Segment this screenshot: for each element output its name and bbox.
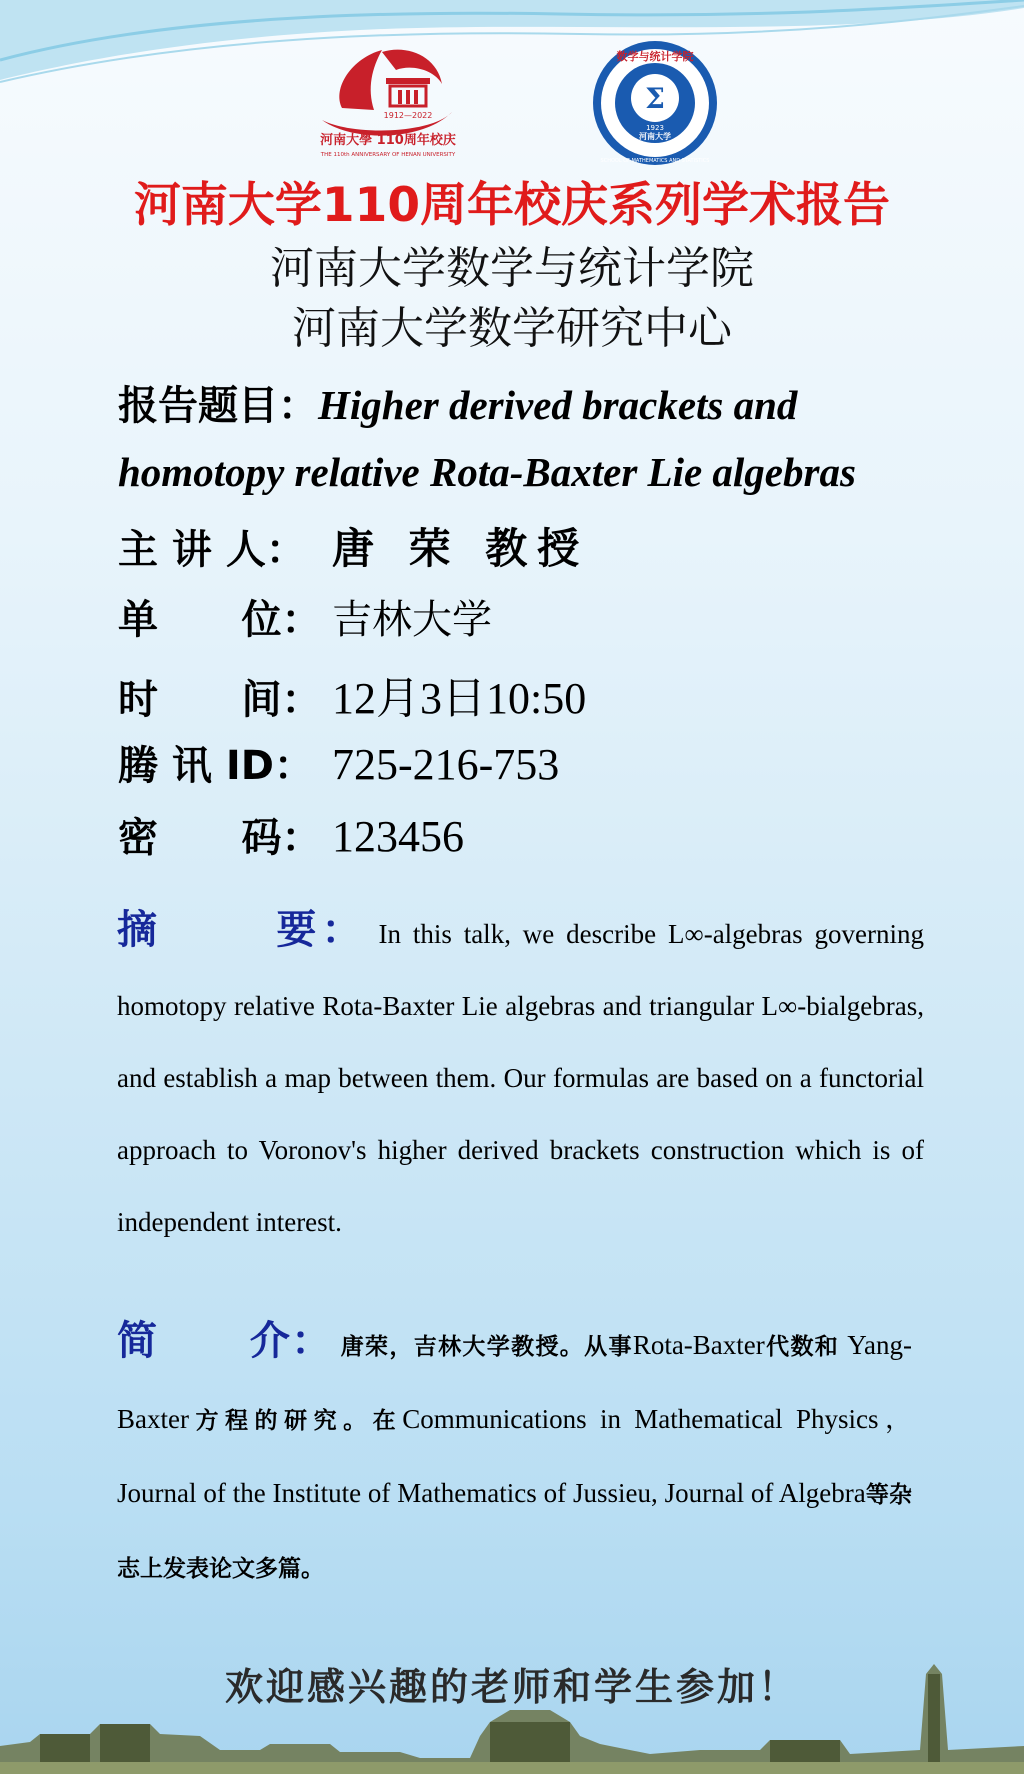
abstract-label: 摘 要： bbox=[117, 907, 367, 953]
bio-text-1: 唐荣，吉林大学教授。从事 bbox=[340, 1333, 633, 1360]
bio-text-6: Communications in Mathematical Physics，Journal of the Institute of Mathematics of Jussieu, Journal of Algebra bbox=[117, 1404, 913, 1508]
bio-text-4: Yang-Baxter bbox=[117, 1330, 913, 1434]
speaker-label: 主 讲 人： bbox=[118, 527, 306, 573]
event-series-title: 河南大学110周年校庆系列学术报告 bbox=[133, 178, 891, 233]
bio-text-7: 等杂志上发表论文多篇。 bbox=[117, 1481, 912, 1582]
organizer-center: 河南大学数学研究中心 bbox=[292, 303, 732, 354]
anniversary-logo-text: 河南大學 110周年校庆 bbox=[320, 133, 456, 148]
bio-label: 简 介： bbox=[117, 1318, 333, 1364]
school-logo-cn: 数学与统计学院 bbox=[616, 50, 694, 63]
tencent-id-row bbox=[118, 734, 559, 791]
campus-skyline-decoration bbox=[0, 1654, 1024, 1774]
talk-title-label: 报告题目： bbox=[118, 383, 318, 429]
time-value: 12月3日10:50 bbox=[332, 674, 587, 723]
school-of-math-logo bbox=[590, 38, 720, 168]
talk-title-row bbox=[118, 374, 797, 431]
anniversary-logo bbox=[312, 38, 462, 160]
welcome-message: 欢迎感兴趣的老师和学生参加！ bbox=[224, 1664, 799, 1709]
anniversary-years: 1912—2022 bbox=[383, 111, 433, 120]
password-label: 密 码： bbox=[118, 815, 322, 861]
school-logo-en: SCHOOL OF MATHEMATICS AND STATISTICS bbox=[600, 158, 710, 164]
password-value: 123456 bbox=[332, 812, 464, 861]
svg-text:Σ: Σ bbox=[645, 82, 665, 115]
tencent-id-label: 腾 讯 ID： bbox=[118, 743, 314, 789]
bio-text-5: 方程的研究。在 bbox=[188, 1407, 403, 1434]
school-logo-univ: 河南大学 bbox=[639, 132, 671, 141]
speaker-row bbox=[118, 516, 589, 576]
abstract-text: In this talk, we describe L∞-algebras governing homotopy relative Rota-Baxter Lie algebras and triangular L∞-bialgebras, and establish a map between them. Our formulas are based on a functorial approach to Voronov's higher derived brackets construction which is of independent interest. bbox=[117, 919, 924, 1237]
abstract-section bbox=[117, 894, 924, 1258]
school-logo-year: 1923 bbox=[646, 124, 664, 132]
unit-label: 单 位： bbox=[118, 597, 322, 643]
anniversary-logo-en: THE 110th ANNIVERSARY OF HENAN UNIVERSITY bbox=[320, 152, 456, 158]
bio-text-3: 代数和 bbox=[764, 1333, 840, 1360]
bio-section bbox=[117, 1305, 912, 1605]
talk-title-line2: homotopy relative Rota-Baxter Lie algebras bbox=[118, 449, 856, 495]
password-row bbox=[118, 806, 464, 863]
logo-bar bbox=[0, 38, 1024, 168]
organizer-school: 河南大学数学与统计学院 bbox=[270, 243, 754, 294]
speaker-value: 唐 荣 教授 bbox=[332, 524, 590, 573]
time-row bbox=[118, 662, 586, 726]
talk-title-line1: Higher derived brackets and bbox=[318, 382, 798, 428]
talk-title-row-2 bbox=[118, 448, 856, 496]
unit-row bbox=[118, 588, 492, 645]
unit-value: 吉林大学 bbox=[332, 597, 492, 643]
tencent-id-value: 725-216-753 bbox=[332, 740, 560, 789]
bio-text-2: Rota-Baxter bbox=[632, 1330, 765, 1360]
time-label: 时 间： bbox=[118, 677, 322, 723]
